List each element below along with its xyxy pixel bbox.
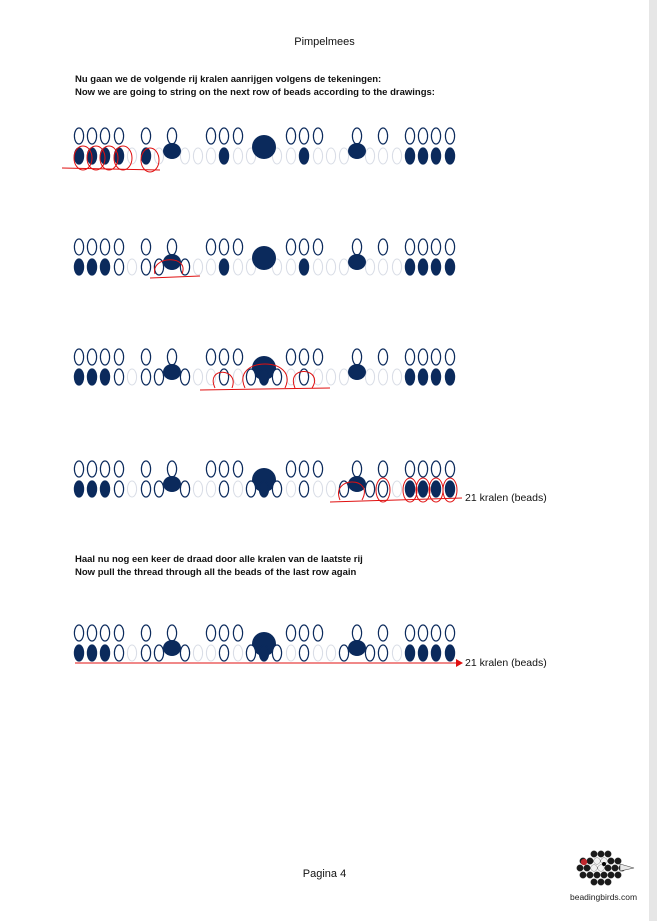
medium-bead: [163, 640, 181, 656]
beak-icon: [620, 864, 634, 871]
center-bead: [252, 135, 276, 159]
ghost-bead: [193, 369, 202, 385]
filled-bead: [445, 645, 454, 661]
logo-bead: [587, 872, 594, 879]
filled-bead: [418, 369, 427, 385]
filled-bead: [418, 259, 427, 275]
filled-bead: [259, 369, 268, 385]
open-bead: [418, 128, 427, 144]
open-bead: [206, 625, 215, 641]
open-bead: [100, 461, 109, 477]
ghost-bead: [233, 369, 242, 385]
filled-bead: [87, 481, 96, 497]
open-bead: [352, 625, 361, 641]
logo-bead: [605, 851, 612, 858]
open-bead: [405, 239, 414, 255]
open-bead: [405, 349, 414, 365]
open-bead: [167, 461, 176, 477]
filled-bead: [445, 481, 454, 497]
open-bead: [219, 239, 228, 255]
bead-diagram-step-3: [0, 346, 657, 406]
ghost-bead: [313, 481, 322, 497]
filled-bead: [74, 259, 83, 275]
open-bead: [445, 349, 454, 365]
open-bead: [445, 128, 454, 144]
ghost-bead: [313, 259, 322, 275]
ghost-bead: [392, 148, 401, 164]
logo-bead: [605, 879, 612, 886]
filled-bead: [100, 259, 109, 275]
ghost-bead: [233, 645, 242, 661]
filled-bead: [219, 259, 228, 275]
ghost-bead: [233, 148, 242, 164]
open-bead: [74, 239, 83, 255]
center-bead: [252, 246, 276, 270]
open-bead: [74, 349, 83, 365]
open-bead: [299, 645, 308, 661]
logo-bead: [580, 872, 587, 879]
bead-diagram-step-2: [0, 236, 657, 296]
open-bead: [352, 461, 361, 477]
logo-bead: [608, 858, 615, 865]
open-bead: [219, 645, 228, 661]
open-bead: [114, 128, 123, 144]
open-bead: [167, 128, 176, 144]
open-bead: [299, 461, 308, 477]
open-bead: [114, 461, 123, 477]
open-bead: [431, 461, 440, 477]
open-bead: [154, 481, 163, 497]
open-bead: [431, 128, 440, 144]
open-bead: [114, 239, 123, 255]
open-bead: [206, 461, 215, 477]
open-bead: [378, 128, 387, 144]
ghost-bead: [180, 148, 189, 164]
logo-bead: [587, 858, 594, 865]
open-bead: [405, 625, 414, 641]
open-bead: [219, 128, 228, 144]
open-bead: [114, 625, 123, 641]
open-bead: [114, 349, 123, 365]
open-bead: [352, 128, 361, 144]
open-bead: [233, 239, 242, 255]
ghost-bead: [206, 259, 215, 275]
ghost-bead: [365, 259, 374, 275]
open-bead: [246, 369, 255, 385]
open-bead: [299, 128, 308, 144]
filled-bead: [431, 645, 440, 661]
ghost-bead: [286, 148, 295, 164]
ghost-bead: [326, 369, 335, 385]
filled-bead: [418, 645, 427, 661]
filled-bead: [405, 259, 414, 275]
logo-bead: [581, 859, 587, 865]
ghost-bead: [326, 259, 335, 275]
ghost-bead: [206, 645, 215, 661]
open-bead: [167, 625, 176, 641]
ghost-bead: [339, 259, 348, 275]
ghost-bead: [286, 645, 295, 661]
open-bead: [418, 625, 427, 641]
open-bead: [154, 369, 163, 385]
open-bead: [405, 461, 414, 477]
open-bead: [418, 349, 427, 365]
instructions-final: [75, 553, 363, 579]
filled-bead: [418, 148, 427, 164]
open-bead: [141, 349, 150, 365]
open-bead: [445, 461, 454, 477]
open-bead: [219, 481, 228, 497]
bead-count-caption-step-4: 21 kralen (beads): [465, 492, 547, 504]
open-bead: [431, 349, 440, 365]
thread-arrow-icon: [456, 659, 463, 667]
open-bead: [378, 481, 387, 497]
ghost-bead: [193, 259, 202, 275]
logo-bead: [605, 865, 612, 872]
filled-bead: [445, 259, 454, 275]
open-bead: [167, 239, 176, 255]
open-bead: [246, 645, 255, 661]
ghost-bead: [193, 481, 202, 497]
open-bead: [114, 369, 123, 385]
open-bead: [114, 645, 123, 661]
filled-bead: [405, 369, 414, 385]
open-bead: [180, 645, 189, 661]
open-bead: [313, 461, 322, 477]
filled-bead: [87, 645, 96, 661]
ghost-bead: [286, 259, 295, 275]
open-bead: [378, 461, 387, 477]
logo-bead: [591, 879, 598, 886]
open-bead: [100, 625, 109, 641]
ghost-bead: [326, 481, 335, 497]
open-bead: [313, 128, 322, 144]
ghost-bead: [365, 369, 374, 385]
open-bead: [378, 625, 387, 641]
bead-diagram-step-1: [0, 125, 657, 185]
filled-bead: [299, 259, 308, 275]
open-bead: [206, 128, 215, 144]
filled-bead: [299, 148, 308, 164]
filled-bead: [100, 645, 109, 661]
logo-bead: [577, 865, 584, 872]
open-bead: [74, 128, 83, 144]
filled-bead: [418, 481, 427, 497]
medium-bead: [163, 143, 181, 159]
open-bead: [299, 349, 308, 365]
ghost-bead: [127, 645, 136, 661]
open-bead: [339, 481, 348, 497]
ghost-bead: [392, 481, 401, 497]
filled-bead: [445, 148, 454, 164]
instruction-dutch: Nu gaan we de volgende rij kralen aanrijgen volgens de tekeningen:: [75, 74, 382, 85]
filled-bead: [431, 481, 440, 497]
medium-bead: [348, 640, 366, 656]
ghost-bead: [326, 645, 335, 661]
open-bead: [313, 349, 322, 365]
page-title: Pimpelmees: [294, 36, 355, 48]
ghost-bead: [365, 148, 374, 164]
open-bead: [286, 349, 295, 365]
logo-bead: [598, 879, 605, 886]
eye-icon: [602, 862, 606, 866]
open-bead: [352, 239, 361, 255]
filled-bead: [405, 148, 414, 164]
open-bead: [299, 239, 308, 255]
brand-name: beadingbirds.com: [570, 892, 638, 902]
filled-bead: [405, 645, 414, 661]
thread-line: [330, 498, 462, 502]
open-bead: [272, 645, 281, 661]
open-bead: [87, 625, 96, 641]
open-bead: [100, 128, 109, 144]
ghost-bead: [378, 148, 387, 164]
instructions-intro: [75, 73, 435, 99]
ghost-bead: [193, 645, 202, 661]
medium-bead: [348, 254, 366, 270]
logo-bead: [591, 851, 598, 858]
open-bead: [365, 645, 374, 661]
logo-bead: [615, 872, 622, 879]
ghost-bead: [193, 148, 202, 164]
open-bead: [114, 259, 123, 275]
open-bead: [365, 481, 374, 497]
filled-bead: [74, 369, 83, 385]
open-bead: [299, 625, 308, 641]
open-bead: [141, 369, 150, 385]
filled-bead: [431, 369, 440, 385]
filled-bead: [405, 481, 414, 497]
ghost-bead: [326, 148, 335, 164]
ghost-bead: [127, 481, 136, 497]
open-bead: [219, 369, 228, 385]
filled-bead: [431, 148, 440, 164]
open-bead: [141, 625, 150, 641]
open-bead: [100, 349, 109, 365]
logo-bead: [598, 851, 605, 858]
bead-diagram-step-4: [0, 458, 657, 518]
filled-bead: [219, 148, 228, 164]
logo-bead: [591, 865, 598, 872]
logo-bead: [594, 872, 601, 879]
ghost-bead: [127, 259, 136, 275]
open-bead: [418, 461, 427, 477]
open-bead: [74, 461, 83, 477]
open-bead: [313, 625, 322, 641]
open-bead: [339, 645, 348, 661]
filled-bead: [431, 259, 440, 275]
open-bead: [233, 461, 242, 477]
medium-bead: [348, 143, 366, 159]
open-bead: [114, 481, 123, 497]
medium-bead: [163, 364, 181, 380]
open-bead: [87, 128, 96, 144]
medium-bead: [348, 476, 366, 492]
open-bead: [445, 239, 454, 255]
ghost-bead: [206, 481, 215, 497]
open-bead: [87, 239, 96, 255]
open-bead: [286, 461, 295, 477]
thread-line: [150, 276, 200, 278]
open-bead: [219, 461, 228, 477]
open-bead: [100, 239, 109, 255]
medium-bead: [163, 476, 181, 492]
bead-count-caption-step-5: 21 kralen (beads): [465, 657, 547, 669]
open-bead: [431, 625, 440, 641]
ghost-bead: [392, 645, 401, 661]
open-bead: [219, 349, 228, 365]
open-bead: [154, 645, 163, 661]
logo-bead: [601, 872, 608, 879]
open-bead: [418, 239, 427, 255]
open-bead: [141, 481, 150, 497]
filled-bead: [87, 369, 96, 385]
ghost-bead: [313, 148, 322, 164]
page-number: Pagina 4: [302, 868, 347, 880]
filled-bead: [74, 645, 83, 661]
open-bead: [378, 349, 387, 365]
instruction-final-dutch: Haal nu nog een keer de draad door alle kralen van de laatste rij: [75, 554, 363, 565]
logo-bead: [584, 865, 591, 872]
ghost-bead: [339, 369, 348, 385]
open-bead: [233, 128, 242, 144]
ghost-bead: [392, 259, 401, 275]
logo-bead: [615, 858, 622, 865]
filled-bead: [87, 259, 96, 275]
ghost-bead: [233, 481, 242, 497]
open-bead: [180, 481, 189, 497]
open-bead: [286, 239, 295, 255]
open-bead: [233, 625, 242, 641]
filled-bead: [259, 645, 268, 661]
open-bead: [141, 461, 150, 477]
filled-bead: [445, 369, 454, 385]
open-bead: [352, 349, 361, 365]
filled-bead: [74, 481, 83, 497]
open-bead: [167, 349, 176, 365]
open-bead: [272, 481, 281, 497]
open-bead: [141, 259, 150, 275]
thread-line: [200, 388, 330, 390]
ghost-bead: [339, 148, 348, 164]
open-bead: [313, 239, 322, 255]
ghost-bead: [392, 369, 401, 385]
logo-bead: [594, 858, 601, 865]
open-bead: [272, 369, 281, 385]
open-bead: [246, 481, 255, 497]
open-bead: [141, 128, 150, 144]
ghost-bead: [378, 259, 387, 275]
open-bead: [445, 625, 454, 641]
ghost-bead: [286, 481, 295, 497]
open-bead: [378, 239, 387, 255]
ghost-bead: [378, 369, 387, 385]
open-bead: [141, 239, 150, 255]
filled-bead: [259, 481, 268, 497]
bead-diagram-step-5: [0, 622, 657, 682]
open-bead: [180, 369, 189, 385]
ghost-bead: [313, 645, 322, 661]
open-bead: [180, 259, 189, 275]
instruction-english: Now we are going to string on the next row of beads according to the drawings:: [75, 87, 435, 98]
open-bead: [286, 128, 295, 144]
open-bead: [431, 239, 440, 255]
open-bead: [74, 625, 83, 641]
ghost-bead: [127, 369, 136, 385]
open-bead: [405, 128, 414, 144]
filled-bead: [100, 369, 109, 385]
open-bead: [206, 239, 215, 255]
open-bead: [87, 461, 96, 477]
open-bead: [233, 349, 242, 365]
open-bead: [87, 349, 96, 365]
open-bead: [299, 481, 308, 497]
open-bead: [286, 625, 295, 641]
logo-bead: [608, 872, 615, 879]
ghost-bead: [233, 259, 242, 275]
open-bead: [219, 625, 228, 641]
open-bead: [206, 349, 215, 365]
logo-bead: [612, 865, 619, 872]
filled-bead: [141, 148, 150, 164]
instruction-final-english: Now pull the thread through all the beads of the last row again: [75, 567, 357, 578]
open-bead: [378, 645, 387, 661]
open-bead: [141, 645, 150, 661]
ghost-bead: [206, 148, 215, 164]
filled-bead: [100, 481, 109, 497]
medium-bead: [348, 364, 366, 380]
